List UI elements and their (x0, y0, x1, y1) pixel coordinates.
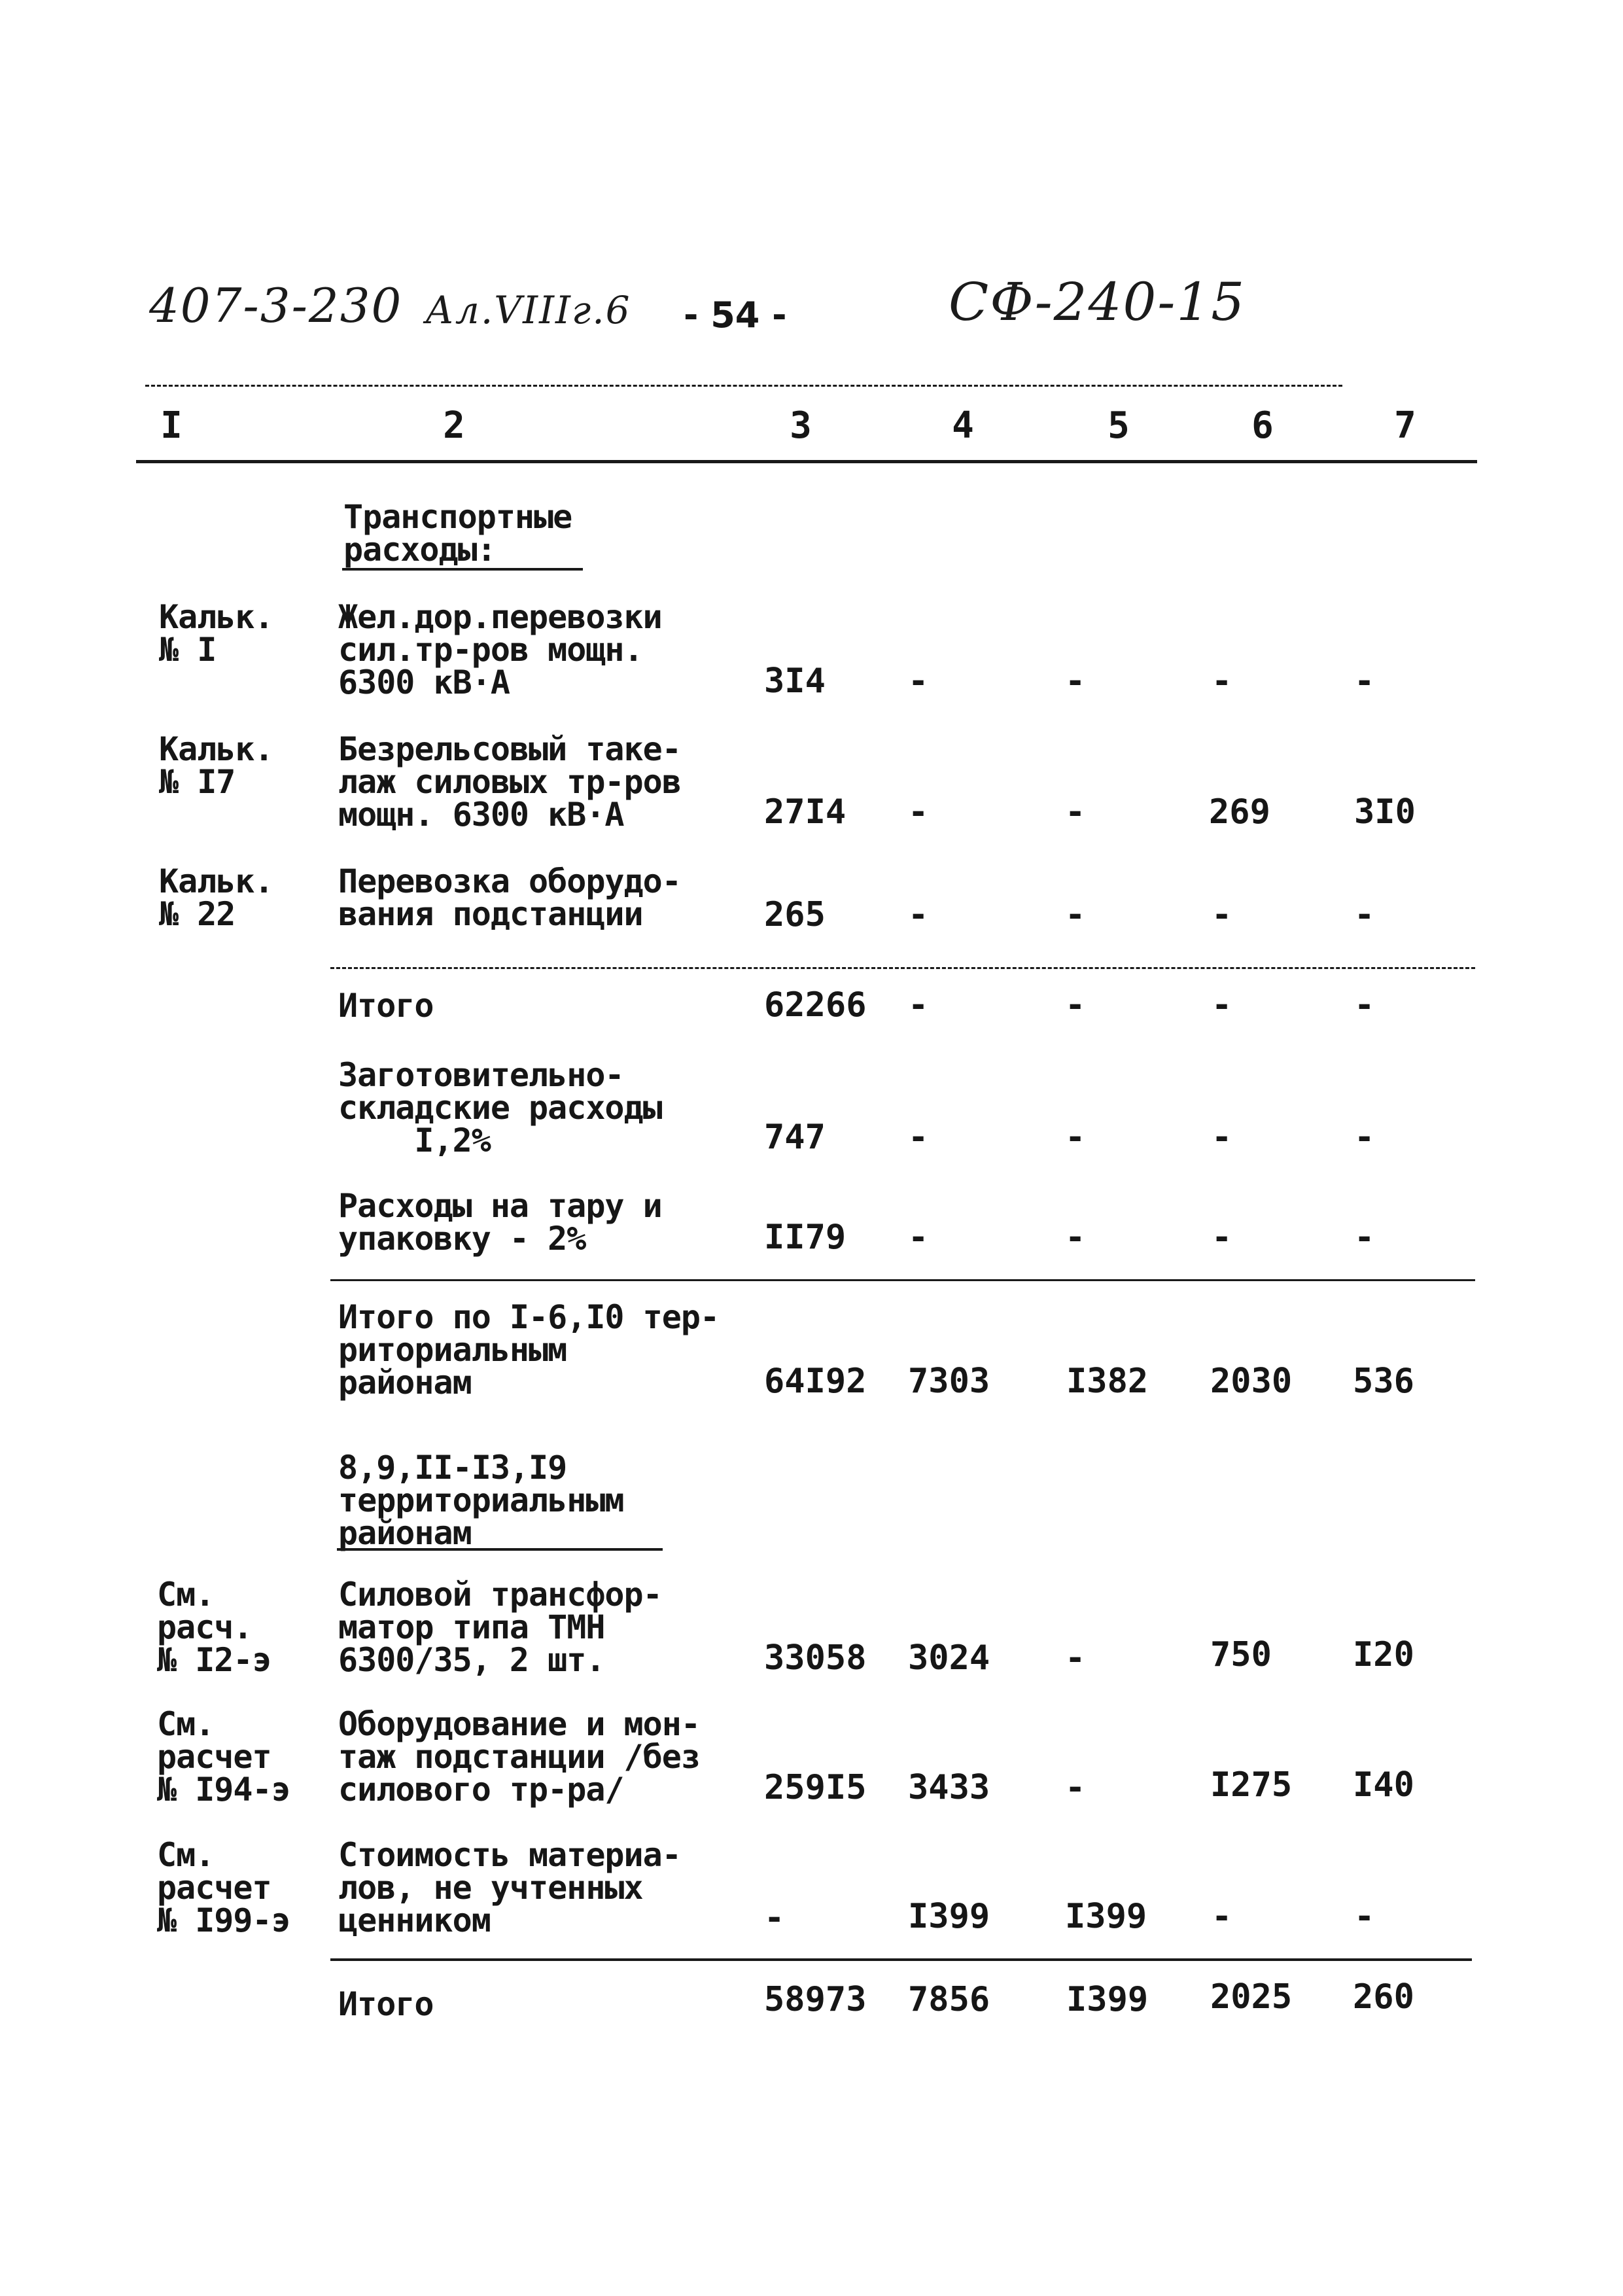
row-10-col-6: - (1212, 1897, 1232, 1936)
row-5-col-5: - (1065, 1118, 1086, 1157)
row-10-col-5: I399 (1065, 1897, 1147, 1936)
row-2-reference: Кальк. № I7 (159, 730, 273, 801)
subtotal-rule-1 (330, 967, 1475, 969)
row-4-description: Итого (338, 987, 434, 1025)
row-4-col-5: - (1065, 985, 1086, 1025)
subtotal-rule-2 (330, 1279, 1475, 1281)
column-header-2: 2 (443, 404, 465, 447)
row-10-reference: См. расчет № I99-э (157, 1836, 290, 1939)
row-2-description: Безрельсовый таке- лаж силовых тр-ров мощн. 6300 кВ·А (338, 730, 681, 834)
row-2-col-7: 3I0 (1354, 792, 1416, 832)
row-7-col-5: I382 (1066, 1362, 1149, 1401)
row-7-col-7: 536 (1353, 1362, 1414, 1401)
row-8-col-7: I20 (1353, 1635, 1414, 1674)
row-8-col-4: 3024 (908, 1638, 990, 1678)
album-code: Ал.VIIIг.6 (425, 288, 631, 332)
row-5-col-3: 747 (764, 1118, 826, 1157)
row-6-col-7: - (1354, 1218, 1375, 1257)
row-1-col-4: - (908, 662, 929, 701)
row-8-col-3: 33058 (764, 1638, 867, 1678)
row-9-col-5: - (1065, 1768, 1086, 1807)
row-11-col-3: 58973 (764, 1980, 867, 2019)
row-3-col-4: - (908, 895, 929, 934)
row-4-col-7: - (1354, 985, 1375, 1025)
row-5-col-4: - (908, 1118, 929, 1157)
row-4-col-6: - (1212, 985, 1232, 1025)
row-10-col-3: - (764, 1898, 785, 1937)
section-underline-transport (342, 568, 583, 571)
row-7-col-3: 64I92 (764, 1362, 867, 1401)
total-rule (330, 1958, 1472, 1961)
column-header-6: 6 (1251, 404, 1274, 447)
row-9-col-4: 3433 (908, 1768, 990, 1807)
row-11-col-6: 2025 (1210, 1977, 1293, 2017)
row-2-col-3: 27I4 (764, 792, 846, 832)
row-4-col-3: 62266 (764, 985, 867, 1025)
row-1-col-3: 3I4 (764, 662, 826, 701)
row-6-col-3: II79 (764, 1218, 846, 1257)
row-7-col-6: 2030 (1210, 1362, 1293, 1401)
row-5-description: Заготовительно- складские расходы I,2% (338, 1056, 662, 1159)
row-11-col-7: 260 (1353, 1977, 1414, 2017)
sheet-code: СФ-240-15 (949, 272, 1246, 332)
column-header-5: 5 (1108, 404, 1130, 447)
header-rule-bottom (136, 460, 1477, 463)
row-6-col-6: - (1212, 1218, 1232, 1257)
row-9-reference: См. расчет № I94-э (157, 1705, 290, 1809)
row-8-reference: См. расч. № I2-э (157, 1576, 271, 1679)
row-7-description: Итого по I-6,I0 тер- риториальным районам (338, 1298, 720, 1402)
row-8-description: Силовой трансфор- матор типа ТМН 6300/35, 2 шт. (338, 1576, 662, 1679)
row-9-description: Оборудование и мон- таж подстанции /без силового тр-ра/ (338, 1705, 700, 1809)
row-2-col-5: - (1065, 792, 1086, 832)
row-3-col-7: - (1354, 895, 1375, 934)
row-10-description: Стоимость материа- лов, не учтенных ценником (338, 1836, 681, 1939)
row-11-description: Итого (338, 1985, 434, 2023)
row-10-col-7: - (1354, 1897, 1375, 1936)
column-header-7: 7 (1394, 404, 1416, 447)
column-header-1: I (160, 404, 183, 447)
row-11-col-5: I399 (1066, 1980, 1149, 2019)
column-header-4: 4 (952, 404, 974, 447)
row-6-description: Расходы на тару и упаковку - 2% (338, 1187, 662, 1258)
page-number: - 54 - (684, 294, 787, 336)
row-1-col-7: - (1354, 662, 1375, 701)
row-2-col-4: - (908, 792, 929, 832)
row-8-col-5: - (1065, 1638, 1086, 1678)
row-8-col-6: 750 (1210, 1635, 1272, 1674)
document-code: 407-3-230 (149, 278, 403, 333)
row-2-col-6: 269 (1209, 792, 1270, 832)
row-9-col-3: 259I5 (764, 1768, 867, 1807)
row-5-col-7: - (1354, 1118, 1375, 1157)
row-3-reference: Кальк. № 22 (159, 862, 273, 933)
row-1-col-6: - (1212, 662, 1232, 701)
row-6-col-4: - (908, 1218, 929, 1257)
row-9-col-7: I40 (1353, 1765, 1414, 1805)
row-10-col-4: I399 (908, 1897, 990, 1936)
row-3-description: Перевозка оборудо- вания подстанции (338, 862, 681, 933)
row-6-col-5: - (1065, 1218, 1086, 1257)
row-3-col-5: - (1065, 895, 1086, 934)
row-4-col-4: - (908, 985, 929, 1025)
section-underline-territorial (337, 1548, 663, 1551)
column-header-3: 3 (790, 404, 812, 447)
header-rule-top (145, 385, 1342, 387)
row-7-col-4: 7303 (908, 1362, 990, 1401)
row-1-reference: Кальк. № I (159, 598, 273, 669)
row-9-col-6: I275 (1210, 1765, 1293, 1805)
row-11-col-4: 7856 (908, 1980, 990, 2019)
row-3-col-6: - (1212, 895, 1232, 934)
row-1-description: Жел.дор.перевозки сил.тр-ров мощн. 6300 кВ·А (338, 598, 662, 701)
section-heading-transport: Транспортные расходы: (343, 498, 572, 569)
row-3-col-3: 265 (764, 895, 826, 934)
row-1-col-5: - (1065, 662, 1086, 701)
row-5-col-6: - (1212, 1118, 1232, 1157)
section-heading-territorial: 8,9,II-I3,I9 территориальным районам (338, 1449, 624, 1552)
